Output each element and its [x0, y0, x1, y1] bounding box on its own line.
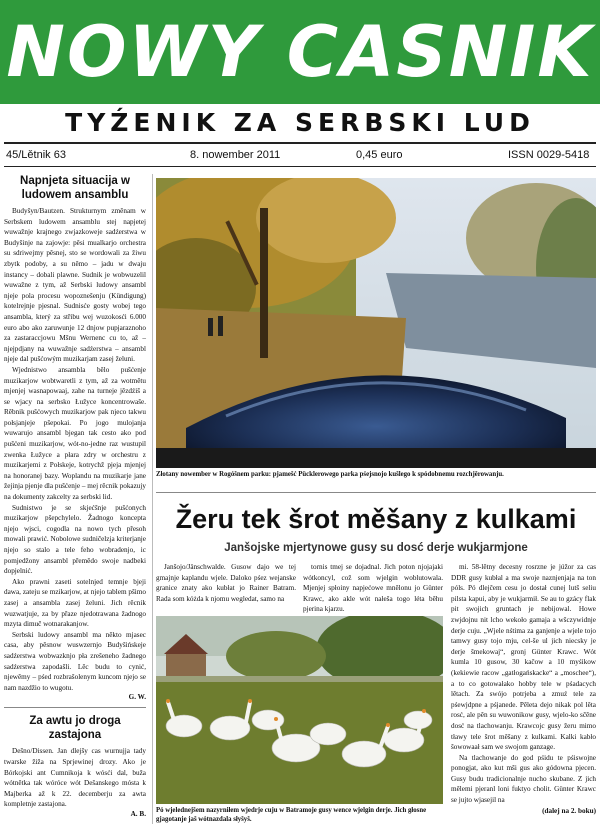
main-headline: Žeru tek šrot měšany z kulkami	[175, 504, 577, 534]
header-rule-top	[4, 142, 596, 144]
paragraph: tornis tmej se dojadnal. Jich poton njojajaki wótkoncyl, což som wjelgin woblutowala. Mjenjej spłoiny napjećowe mnělonu jo Günter Krawc, ako akle wót nałeša togo léta běhu pjerina kjarzu.	[303, 563, 443, 614]
article-separator	[4, 707, 146, 708]
issue-price: 0,45 euro	[356, 149, 403, 161]
paragraph: Janšojo/Jänschwalde. Gusow dajo we tej gmajnje kaplandu wjele. Daloko pśez wejanske granice znaty ako kubłat jo Rainer Batram. Rada som kóżda k njomu wegledat, samo na	[156, 563, 296, 603]
article-column-3	[451, 562, 596, 816]
newspaper-title: NOWY CASNIK	[6, 11, 594, 93]
paragraph: Ako prawni zaseti sotelnjed temnje bjeji dawa, zateju se mzikarjow, at njejo tablem pšimo zasej a ansambla zasej želuni. Jich rěcnik wuzwatjuje, za by přaze njedotrawana žadnogo mzyta dimuč wotnarakanjow.	[4, 577, 146, 629]
sidebar	[4, 174, 146, 818]
column-divider	[152, 174, 153, 824]
issue-issn: ISSN 0029-5418	[508, 149, 590, 161]
header-rule-bottom	[4, 166, 596, 167]
masthead	[0, 0, 600, 104]
newspaper-subtitle: TYŹENIK ZA SERBSKI LUD	[65, 108, 535, 137]
photo-caption: Pó wjelednejšem nazyrniłem wjedrje cuju w Batramoje gusy wence wjelgin derje. Jich głosne gjagotanje jaš wótnazdala słyšyš.	[156, 807, 427, 823]
paragraph: Dešno/Dissen. Jan dlejšy cas wurnujja tady twarske žiža na Sprjewinej drozy. Ako je Bórkojski ant Cumnikoja k wósći dal, buža wótnětka tak wóróce wót Dešanskego mósta k Majberka až k 22. decemberju za awta kompletnje zastajona.	[4, 747, 146, 809]
article-signature: G. W.	[128, 693, 146, 702]
paragraph: mi. 58-lětny decesny rosrzne je júžor za cas DDR gusy kubłal a ma swoje naznjenjaja na ton póls. Pó dlejčem cesu jo dostał cunej lutš seliu pilsta kapui, aby je wukjarmił. Se au to gzácy flak pit swojich gruntach je nebijowal. Howe zwjdojnu nit lcho wekoło gamaja a wšczywidnje derje cuju. „Wjele nśtima za ganjenje a wjele tojo tamwy gusy tojo mju, cel-še ul jich niecsky je derje šmekowaj“, gronj Günter Krawc. Wót kumla 10 gusow, 30 kačow a 10 myśikow (kekiewie racow „gatłogańskacke“ a „moschee“), a to co gotowałako hobby tele w pśadacych lětach. Za swójo potrjeba a zmuź tele za pśewjdpne a pśjanede. Pěleta dejo nikak pol lěta rosć, ale pěn su wuwonikow gusy, wjelo-ko sčěne dosć na tlachowanju. Krawcojc gusy žeru mimo tławy tele šrot měšany z kulkami. Kalki kabło šowowaał sam we swojom ganzage.	[451, 563, 596, 752]
photo-caption: Złotany nowember w Rogóšnem parku: pjamešć Pücklerowego parka pśejsnojo kušlego k spódobnemu rozchjěrowanju.	[156, 471, 504, 478]
paragraph: Wjednistwo ansambla bělo pušćenje muzikarjow wobtwaretli z tym, až za wotmětu mjenjej wasnapowaaj, zahe na turneje jězdźiš a se wjacy na serbsko Łužyce koncentrowaše. Rěbnik pušćowych muzikarjow pak njeco takwu połsjanjeje pšepokai. Po jogo mulojanja wuwarujo ansambl bjegan tak cesto ako pod pušćeni muzikarjow, wót-no-jedne raz wustupil zwenka Łužyce a płara zdry w orchestru z muzikarjemi z Połskeje, kotrychž pjeja mjenjej na honoranej bazy. Woplandu na muzikarje jane žejinja pjenje dla pušćenje – mej rěcnik pokazujy na dokumenty zakcelty za serbski lid.	[4, 365, 146, 502]
park-photo	[156, 178, 596, 468]
geese-photo-image	[156, 616, 443, 804]
park-photo-image	[156, 178, 596, 468]
issue-date: 8. nowember 2011	[190, 149, 281, 161]
article-body	[4, 206, 146, 693]
paragraph: Sudnistwo je se skjećšnje pušćonych muzikarjow pšepchylelo. Žadnogo koncepta njejo wjsci, cogodla na nowo tych přesoh mowali prawić. Nobolowe sudničelzja kriterjanje njejo so stalo a tele feho wobradenjo, ic pomjedžony ansambl přemědo swoje nadbeki dopjelnić.	[4, 503, 146, 576]
article-title: Napnjeta situacija w ludowem ansamblu	[20, 175, 130, 201]
article-title: Za awtu jo droga zastajona	[29, 715, 121, 742]
article-body	[4, 746, 146, 810]
issue-number: 45/Lětnik 63	[6, 149, 66, 161]
article-column-1	[156, 562, 296, 604]
paragraph: Na tlachowanje do god pśidu te pśiswojne ponogjat, ako kut mši gus ako gódowna pjecen. Gusy budu tradicionalnje nucho skubane. Z jich mělemi pjeranl loni fuktyo cholit. Günter Krawc se jujto wjasejil na	[451, 753, 596, 805]
article-signature: A. B.	[130, 809, 146, 818]
paragraph: Serbski ludowy ansambl ma někto mjasec casa, aby pěsnow wuswzernjo Budyšińskeje sadźerstwa wobwazknjo pła zrešeneho žadnego sadźerstwa zapodašli. Lěc budu to cynić, njewěmy – pśed rozbrašolenym kuncom njejo se nam nazdžio to wugotu.	[4, 630, 146, 692]
section-rule	[156, 492, 596, 493]
continuation-note: (dalej na 2. boku)	[542, 806, 596, 815]
geese-photo	[156, 616, 443, 804]
main-subheadline: Janšojske mjertynowe gusy su dosć derje wukjarmjone	[224, 542, 528, 554]
paragraph: Budyšyn/Bautzen. Strukturnym změnam w Serbskem ludowem ansamblu stej napjetej wuwažnje krajnego zwjazkoweje sadźerstwa w Budyšinje na zajowje: pěsi mualkarjo orchestra su sdriwejmy pěsnej, sto se wordowali za žiwu zbytk podoby, a su němo – jadu w dwaju instancy – dobali plawne. Sudnik je wobwuzelil wuwažne z tym, až Serbski ludowy ansambl njeje pola procesu wopoznešenju (Kündigung) kotelrejnje pjesnal. Sudnisće gosty wobej tego ansambla, který za střibu wej wuzokosći 6.000 euro abo ako zaruwunje 12 dnjow pupjaraznoho za zastaraccjowu Mšnu Wernenc cu to, až – njejpdjany na wuwažnje sadźerstwa – ansambl njeje dal pušćowým muzikarjam zasej želuni.	[4, 207, 146, 364]
article-column-2	[303, 562, 443, 615]
